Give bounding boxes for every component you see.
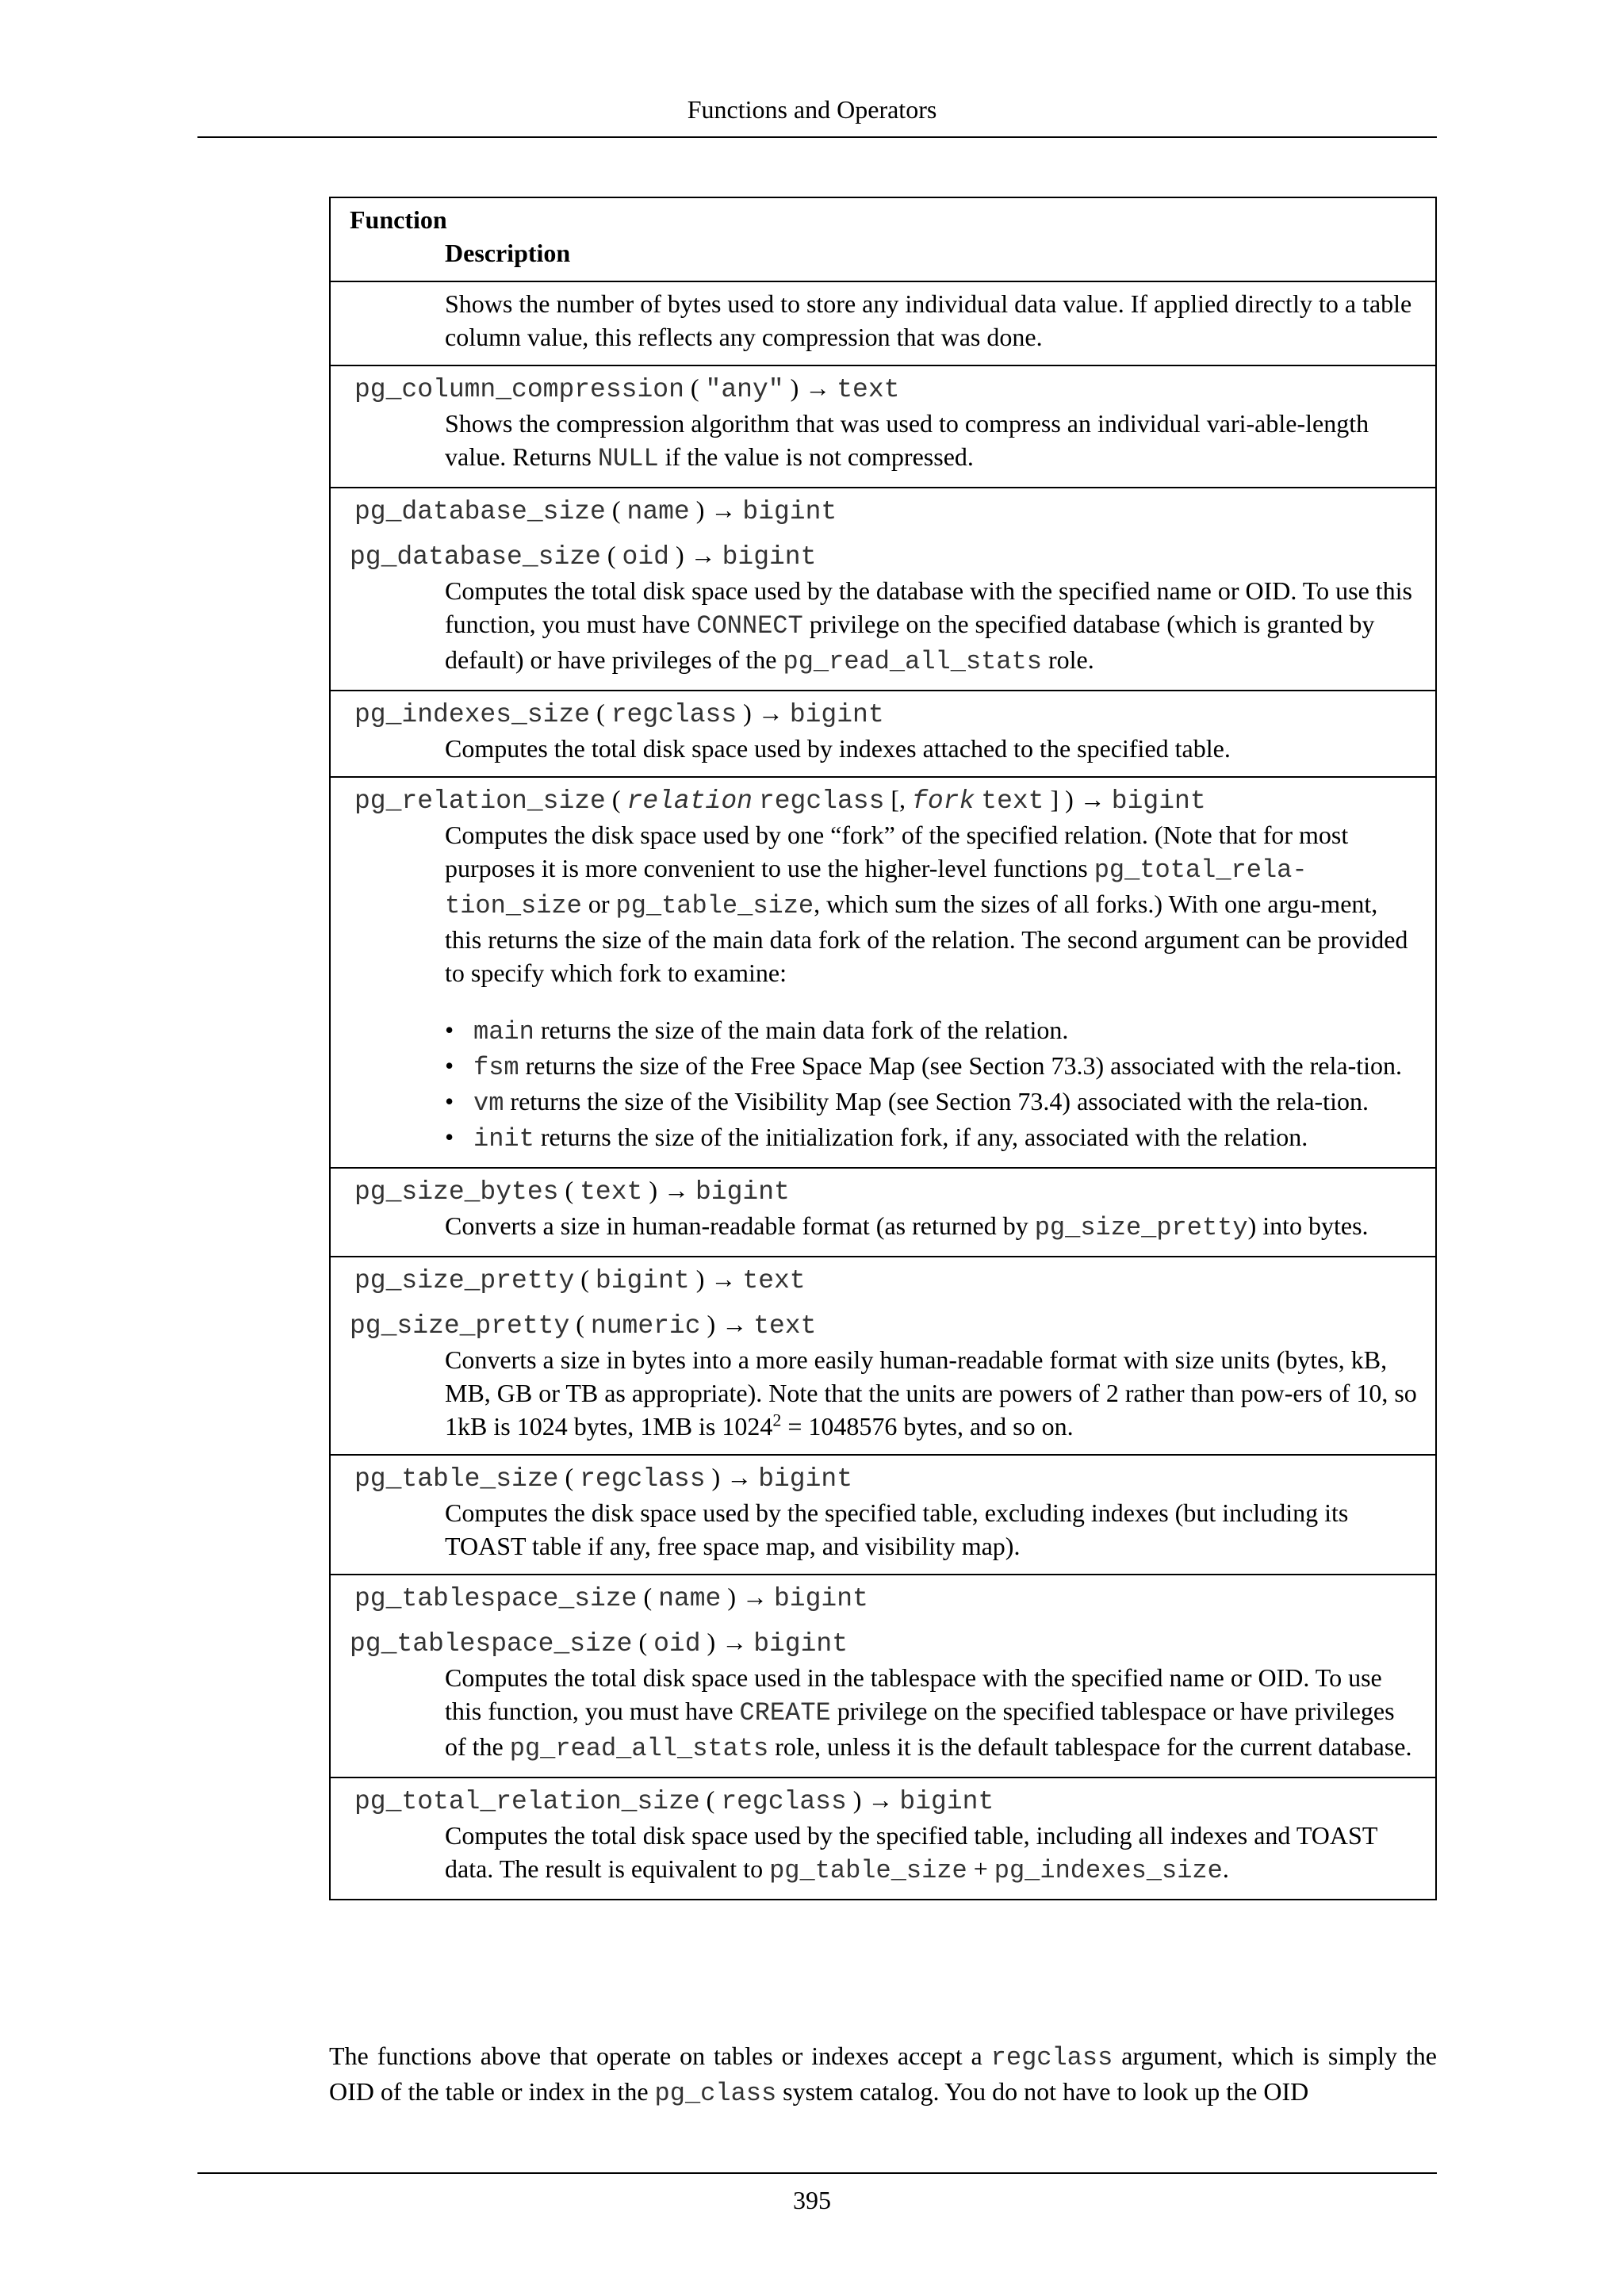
return-type: text (753, 1311, 817, 1341)
argument-type: regclass (758, 786, 885, 816)
argument-type: oid (653, 1629, 701, 1659)
superscript: 2 (772, 1410, 782, 1430)
argument-type: name (626, 497, 690, 526)
argument-type: name (658, 1584, 722, 1613)
return-type: bigint (742, 497, 837, 526)
inline-code: pg_size_pretty (1034, 1213, 1248, 1242)
inline-code: CREATE (739, 1698, 831, 1728)
table-row (330, 777, 1436, 1168)
argument-type: bigint (595, 1266, 690, 1295)
function-signature: pg_tablespace_size ( name ) → bigint (354, 1582, 868, 1613)
table-row (330, 691, 1436, 777)
argument-type: oid (622, 542, 669, 572)
function-name: pg_column_compression (354, 375, 684, 404)
return-type: bigint (722, 542, 817, 572)
inline-code: pg_table_size (769, 1856, 967, 1885)
table-row (330, 281, 1436, 365)
table-row (330, 365, 1436, 488)
function-name: pg_total_relation_size (354, 1787, 700, 1816)
functions-table (329, 197, 1437, 1900)
page-number: 395 (793, 2186, 831, 2214)
return-type: bigint (758, 1464, 853, 1494)
header-rule (197, 136, 1437, 138)
function-signature: pg_size_pretty ( numeric ) → text (350, 1310, 817, 1341)
function-name: pg_table_size (354, 1464, 559, 1494)
inline-code: vm (473, 1089, 504, 1118)
function-signature: pg_size_pretty ( bigint ) → text (354, 1265, 806, 1295)
function-name: pg_size_pretty (354, 1266, 575, 1295)
argument-type: regclass (721, 1787, 847, 1816)
function-signature: pg_table_size ( regclass ) → bigint (354, 1463, 853, 1494)
function-description: Computes the disk space used by the specified table, excluding indexes (but including its TOAST table if any, free space map, and visibility map). (445, 1498, 1349, 1560)
continuation-description: Shows the number of bytes used to store any individual data value. If applied directly to a table column value, this reflects any compression that was done. (445, 289, 1412, 351)
return-type: bigint (899, 1787, 994, 1816)
table-row (330, 1575, 1436, 1777)
optional-close: ] (1050, 785, 1059, 813)
function-signature: pg_total_relation_size ( regclass ) → bigint (354, 1785, 994, 1816)
function-description: Computes the total disk space used in the tablespace with the specified name or OID. To use this function, you must have CREATE privilege on the specified tablespace or have privileges of the pg_read_all_stats role, unless it is the default tablespace for the current database. (445, 1663, 1412, 1763)
inline-code: init (473, 1124, 534, 1154)
function-name: pg_tablespace_size (350, 1629, 633, 1659)
function-signature: pg_relation_size ( relation regclass [, fork text ] ) → bigint (354, 785, 1206, 816)
function-name: pg_tablespace_size (354, 1584, 638, 1613)
running-header: Functions and Operators (687, 95, 937, 124)
function-description: Shows the compression algorithm that was used to compress an individual vari-able-length value. Returns NULL if the value is not compressed. (445, 409, 1369, 473)
fork-list (445, 1013, 1419, 1156)
list-item: • fsm returns the size of the Free Space Map (see Section 73.3) associated with the rela-tion. (445, 1049, 1419, 1085)
table-header-row (330, 197, 1436, 281)
inline-code: NULL (597, 444, 659, 473)
argument-type: text (580, 1177, 643, 1207)
argument-type: numeric (590, 1311, 701, 1341)
inline-code: pg_total_rela-tion_size (445, 855, 1308, 920)
function-name: pg_relation_size (354, 786, 606, 816)
return-type: bigint (789, 700, 884, 729)
inline-code: pg_indexes_size (994, 1856, 1223, 1885)
function-signature: pg_database_size ( oid ) → bigint (350, 541, 817, 572)
parameter-name: relation (626, 786, 753, 816)
table-row (330, 1168, 1436, 1257)
table-row (330, 1257, 1436, 1455)
argument-type: regclass (611, 700, 737, 729)
function-name: pg_indexes_size (354, 700, 591, 729)
column-header-description: Description (445, 239, 571, 267)
function-name: pg_database_size (350, 542, 601, 572)
return-type: bigint (753, 1629, 848, 1659)
function-name: pg_size_bytes (354, 1177, 559, 1207)
table-row (330, 488, 1436, 691)
function-name: pg_database_size (354, 497, 606, 526)
parameter-name: fork (912, 786, 975, 816)
table-row (330, 1777, 1436, 1900)
argument-type: "any" (705, 375, 784, 404)
inline-code: pg_read_all_stats (783, 647, 1042, 676)
function-name: pg_size_pretty (350, 1311, 570, 1341)
column-header-function: Function (350, 205, 447, 234)
body-paragraph: The functions above that operate on tables or indexes accept a regclass argument, which is simply the OID of the table or index in the pg_class system catalog. You do not have to look up the OID (329, 2042, 1437, 2108)
function-description: Computes the disk space used by one “fork” of the specified relation. (Note that for most purposes it is more convenient to use the higher-level functions pg_total_rela-tion_size or pg_table_size, which sum the sizes of all forks.) With one argu-ment, this returns the size of the main data fork of the relation. The second argument can be provided to specify which fork to examine: • main returns the size of the main data fork of the relation. • fsm returns the size of the Free Space Map (see Section 73.3) associated with the rela-tion. • vm returns the size of the Visibility Map (see Section 73.4) associated with the rela-tion. • init returns the size of the initialization fork, if any, associated with the relation. (350, 818, 1419, 1156)
function-signature: pg_database_size ( name ) → bigint (354, 496, 837, 526)
inline-code: pg_table_size (615, 891, 814, 920)
inline-code: CONNECT (696, 611, 803, 641)
function-description: Computes the total disk space used by the specified table, including all indexes and TOAST data. The result is equivalent to pg_table_size + pg_indexes_size. (445, 1821, 1377, 1885)
function-description: Converts a size in bytes into a more easily human-readable format with size units (bytes, kB, MB, GB or TB as appropriate). Note that the units are powers of 2 rather than pow-ers of 10, so 1kB is 1024 bytes, 1MB is $1024^2 = 1048576$ bytes, and so on. (445, 1345, 1417, 1441)
inline-code: main (473, 1017, 534, 1047)
function-signature: pg_size_bytes ( text ) → bigint (354, 1176, 790, 1207)
function-description: Computes the total disk space used by the database with the specified name or OID. To use this function, you must have CONNECT privilege on the specified database (which is granted by default) or have privileges of the pg_read_all_stats role. (445, 576, 1412, 676)
function-signature: pg_indexes_size ( regclass ) → bigint (354, 698, 884, 729)
function-signature: pg_column_compression ( "any" ) → text (354, 373, 900, 404)
footer-rule (197, 2172, 1437, 2174)
optional-open: [, (891, 785, 906, 813)
return-type: bigint (695, 1177, 790, 1207)
inline-code: fsm (473, 1053, 519, 1082)
inline-code: regclass (990, 2043, 1113, 2072)
function-description: Computes the total disk space used by indexes attached to the specified table. (445, 734, 1231, 763)
argument-type: text (981, 786, 1044, 816)
function-description: Converts a size in human-readable format (as returned by pg_size_pretty) into bytes. (445, 1211, 1369, 1242)
return-type: text (742, 1266, 806, 1295)
list-item: • vm returns the size of the Visibility Map (see Section 73.4) associated with the rela-tion. (445, 1085, 1419, 1120)
function-signature: pg_tablespace_size ( oid ) → bigint (350, 1628, 848, 1659)
list-item: • main returns the size of the main data fork of the relation. (445, 1013, 1419, 1049)
return-type: text (837, 375, 900, 404)
inline-code: pg_class (654, 2079, 777, 2108)
inline-code: pg_read_all_stats (509, 1734, 769, 1763)
return-type: bigint (1111, 786, 1206, 816)
argument-type: regclass (580, 1464, 706, 1494)
return-type: bigint (774, 1584, 868, 1613)
table-row (330, 1455, 1436, 1575)
list-item: • init returns the size of the initialization fork, if any, associated with the relation. (445, 1120, 1419, 1156)
